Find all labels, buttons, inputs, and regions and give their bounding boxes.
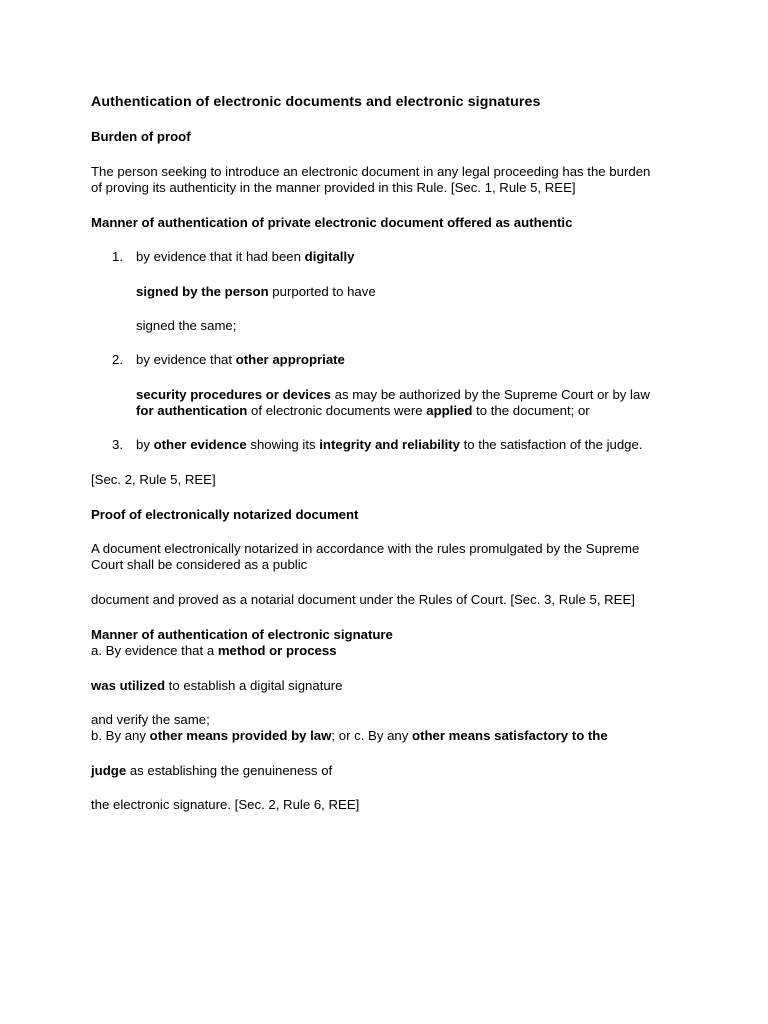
private-document-heading: Manner of authentication of private electronic document offered as authentic <box>91 215 573 230</box>
signature-a-line1: a. By evidence that a method or process <box>91 643 337 658</box>
list-item-2-line2: security procedures or devices as may be authorized by the Supreme Court or by law <box>136 387 650 402</box>
document-title: Authentication of electronic documents and electronic signatures <box>91 94 541 110</box>
private-document-citation: [Sec. 2, Rule 5, REE] <box>91 472 216 487</box>
notarized-heading: Proof of electronically notarized document <box>91 507 359 522</box>
burden-paragraph-line2: of proving its authenticity in the manner provided in this Rule. [Sec. 1, Rule 5, REE] <box>91 180 576 195</box>
list-item-3-number: 3. <box>112 437 123 452</box>
burden-paragraph-line1: The person seeking to introduce an electronic document in any legal proceeding has the burden <box>91 164 651 179</box>
signature-a-line2: was utilized to establish a digital signature <box>91 678 343 693</box>
signature-heading: Manner of authentication of electronic signature <box>91 627 393 642</box>
list-item-1-number: 1. <box>112 249 123 264</box>
notarized-paragraph-line2: Court shall be considered as a public <box>91 557 308 572</box>
signature-b-line1: b. By any other means provided by law; or c. By any other means satisfactory to the <box>91 728 608 743</box>
list-item-3-line1: by other evidence showing its integrity and reliability to the satisfaction of the judge. <box>136 437 643 452</box>
list-item-1-line3: signed the same; <box>136 318 237 333</box>
list-item-2-number: 2. <box>112 352 123 367</box>
list-item-1-line2: signed by the person purported to have <box>136 284 376 299</box>
signature-b-line2: judge as establishing the genuineness of <box>91 763 333 778</box>
notarized-paragraph-line3: document and proved as a notarial document under the Rules of Court. [Sec. 3, Rule 5, REE] <box>91 592 635 607</box>
list-item-2-line3: for authentication of electronic documents were applied to the document; or <box>136 403 590 418</box>
signature-b-line3: the electronic signature. [Sec. 2, Rule 6, REE] <box>91 797 360 812</box>
list-item-1-line1: by evidence that it had been digitally <box>136 249 355 264</box>
list-item-2-line1: by evidence that other appropriate <box>136 352 345 367</box>
signature-a-line3: and verify the same; <box>91 712 210 727</box>
notarized-paragraph-line1: A document electronically notarized in accordance with the rules promulgated by the Supreme <box>91 541 640 556</box>
burden-heading: Burden of proof <box>91 129 191 144</box>
